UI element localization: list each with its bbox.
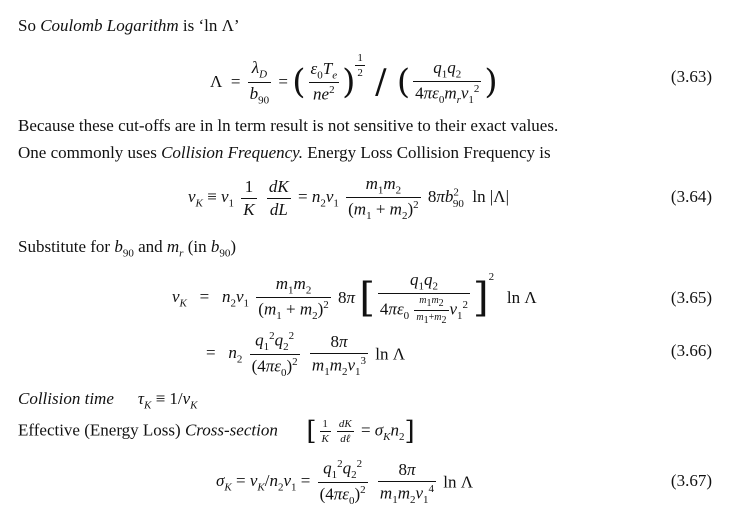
text-fragment: Effective (Energy Loss) [18,420,185,440]
equation-3-66: = $n_2$ $\frac{q_1^2q_2^2}{(4\pi\varepsilon_0)^2}$ $\frac{8\pi}{m_1m_2v_1^3}$ ln Λ [206,330,406,380]
text-fragment: Substitute for [18,237,115,256]
term-coulomb-logarithm: Coulomb Logarithm [40,16,179,35]
equation-number: (3.65) [670,288,712,307]
equation-number: (3.67) [670,471,712,490]
text-fragment: (in [183,237,211,256]
equation-3-65: $\nu_K = n_2v_1$ $\frac{m_1m_2}{(m_1 + m_2)^2}$ 8π [ $q_1q_2$ $4\pi\varepsilon_0$ $\frac{m_1m_2}{m_1+m_2}$ $v_1^2$ ]$^2$ ln Λ [172,270,537,327]
equation-number: (3.64) [670,187,712,206]
text-fragment: One commonly uses [18,143,162,162]
equation-3-63: Λ = $\frac{\lambda_D}{b_{90}}$ = ( $\frac{\varepsilon_0T_e}{ne^2}$ ) $^{\frac{1}{2}}$ / ( $\frac{q_1q_2}{4\pi\varepsilon_0m_rv_1^2}$ ) [210,52,498,107]
text-fragment: Energy Loss Collision Frequency is [303,143,551,162]
equation-3-67: $\sigma_K = \nu_K/n_2v_1$ = $\frac{q_1^2q_2^2}{(4\pi\varepsilon_0)^2}$ $\frac{8\pi}{m_1m_2v_1^4}$ ln Λ [216,458,474,508]
text-fragment: and [133,237,167,256]
paragraph: Substitute for $b_{90}$ and $m_r$ (in $b_{90}$) [18,237,237,260]
collision-time-line: Collision time $\tau_K \equiv 1/\nu_K$ [18,389,198,412]
term-collision-time: Collision time [18,389,114,408]
paragraph [18,143,551,163]
paragraph: Because these cut-offs are in ln term result is not sensitive to their exact values. [18,116,559,135]
equation-3-64: $\nu_K \equiv v_1$ $\frac{1}{K}$ $\frac{dK}{dL}$ = $n_2v_1$ $\frac{m_1m_2}{(m_1 + m_2)^2}$ $8\pi b^2_{90}$ ln |Λ| [188,174,509,223]
cross-section-line: Effective (Energy Loss) Cross-section [ $\frac{1}{K}$ $\frac{dK}{\text{dℓ}}$ = $\sigma_Kn_2$] [18,416,415,447]
intro-line [18,16,240,36]
equation-number: (3.63) [670,67,712,86]
term-collision-frequency: Collision Frequency. [161,143,304,162]
text-fragment: is ‘ln Λ’ [178,16,240,35]
term-cross-section: Cross-section [184,420,278,440]
equation-number: (3.66) [670,341,712,360]
text-fragment: So [18,16,41,35]
